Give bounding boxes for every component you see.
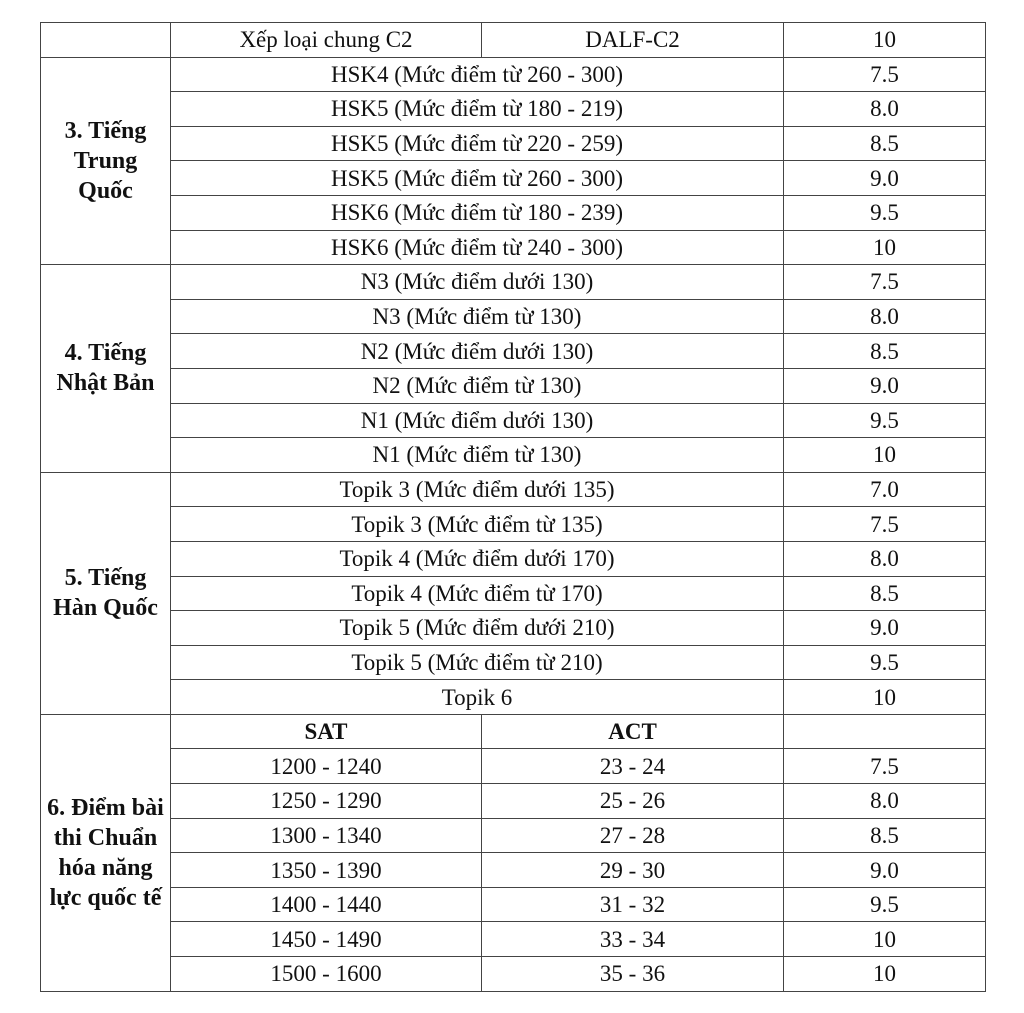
score-cell: 9.5 [784, 195, 986, 230]
sat-range-cell: 1300 - 1340 [171, 818, 482, 853]
group-label-korean: 5. Tiếng Hàn Quốc [41, 472, 171, 714]
cert-label-cell: Topik 3 (Mức điểm từ 135) [171, 507, 784, 542]
act-header: ACT [482, 714, 784, 749]
cert-label-cell: N1 (Mức điểm dưới 130) [171, 403, 784, 438]
cert-label-cell: Topik 5 (Mức điểm dưới 210) [171, 611, 784, 646]
cert-label-cell: Topik 5 (Mức điểm từ 210) [171, 645, 784, 680]
table-row [41, 57, 986, 92]
act-range-cell: 27 - 28 [482, 818, 784, 853]
score-cell: 9.0 [784, 853, 986, 888]
score-cell: 9.5 [784, 887, 986, 922]
score-cell: 8.5 [784, 818, 986, 853]
empty-cell [784, 714, 986, 749]
act-range-cell: 29 - 30 [482, 853, 784, 888]
table-row [41, 784, 986, 819]
sat-range-cell: 1200 - 1240 [171, 749, 482, 784]
cert-label-cell: Topik 4 (Mức điểm dưới 170) [171, 541, 784, 576]
score-cell: 8.0 [784, 92, 986, 127]
score-cell: 8.5 [784, 334, 986, 369]
sat-range-cell: 1400 - 1440 [171, 887, 482, 922]
group-label-japanese: 4. Tiếng Nhật Bản [41, 265, 171, 473]
table-row [41, 507, 986, 542]
table-row [41, 611, 986, 646]
table-row [41, 161, 986, 196]
table-row [41, 265, 986, 300]
score-cell: 10 [784, 922, 986, 957]
score-cell: 7.5 [784, 57, 986, 92]
cert-level-cell: Xếp loại chung C2 [171, 23, 482, 58]
table-row [41, 299, 986, 334]
table-row [41, 818, 986, 853]
group-label-standardized: 6. Điểm bài thi Chuẩn hóa năng lực quốc tế [41, 714, 171, 991]
score-cell: 8.0 [784, 784, 986, 819]
table-row [41, 714, 986, 749]
table-row [41, 541, 986, 576]
act-range-cell: 35 - 36 [482, 957, 784, 992]
table-row [41, 749, 986, 784]
score-cell: 8.5 [784, 576, 986, 611]
cert-label-cell: Topik 6 [171, 680, 784, 715]
act-range-cell: 23 - 24 [482, 749, 784, 784]
table-row [41, 922, 986, 957]
table-row [41, 645, 986, 680]
score-cell: 10 [784, 438, 986, 473]
table-row [41, 195, 986, 230]
empty-cell [41, 23, 171, 58]
cert-name-cell: DALF-C2 [482, 23, 784, 58]
score-cell: 8.5 [784, 126, 986, 161]
cert-label-cell: N3 (Mức điểm dưới 130) [171, 265, 784, 300]
cert-label-cell: Topik 3 (Mức điểm dưới 135) [171, 472, 784, 507]
table-row [41, 887, 986, 922]
table-row [41, 680, 986, 715]
table-row [41, 438, 986, 473]
cert-label-cell: HSK6 (Mức điểm từ 240 - 300) [171, 230, 784, 265]
cert-label-cell: HSK5 (Mức điểm từ 220 - 259) [171, 126, 784, 161]
sat-range-cell: 1450 - 1490 [171, 922, 482, 957]
score-cell: 10 [784, 680, 986, 715]
sat-range-cell: 1500 - 1600 [171, 957, 482, 992]
table-row [41, 126, 986, 161]
score-cell: 7.5 [784, 749, 986, 784]
cert-label-cell: N2 (Mức điểm từ 130) [171, 368, 784, 403]
cert-label-cell: N3 (Mức điểm từ 130) [171, 299, 784, 334]
score-cell: 7.5 [784, 265, 986, 300]
cert-label-cell: Topik 4 (Mức điểm từ 170) [171, 576, 784, 611]
score-cell: 8.0 [784, 299, 986, 334]
table-row [41, 368, 986, 403]
score-cell: 9.0 [784, 368, 986, 403]
table-row [41, 334, 986, 369]
table-row [41, 403, 986, 438]
score-cell: 8.0 [784, 541, 986, 576]
table-row [41, 957, 986, 992]
act-range-cell: 25 - 26 [482, 784, 784, 819]
cert-label-cell: HSK4 (Mức điểm từ 260 - 300) [171, 57, 784, 92]
cert-label-cell: N2 (Mức điểm dưới 130) [171, 334, 784, 369]
score-conversion-table [40, 22, 986, 992]
score-cell: 9.0 [784, 611, 986, 646]
score-cell: 9.5 [784, 645, 986, 680]
table-row [41, 23, 986, 58]
table-row [41, 230, 986, 265]
table-row [41, 853, 986, 888]
table-row [41, 472, 986, 507]
score-cell: 9.5 [784, 403, 986, 438]
act-range-cell: 31 - 32 [482, 887, 784, 922]
table-row [41, 576, 986, 611]
score-cell: 7.5 [784, 507, 986, 542]
cert-label-cell: N1 (Mức điểm từ 130) [171, 438, 784, 473]
cert-label-cell: HSK5 (Mức điểm từ 180 - 219) [171, 92, 784, 127]
sat-header: SAT [171, 714, 482, 749]
group-label-chinese: 3. Tiếng Trung Quốc [41, 57, 171, 265]
score-cell: 10 [784, 230, 986, 265]
cert-label-cell: HSK6 (Mức điểm từ 180 - 239) [171, 195, 784, 230]
score-cell: 10 [784, 957, 986, 992]
act-range-cell: 33 - 34 [482, 922, 784, 957]
table-row [41, 92, 986, 127]
sat-range-cell: 1350 - 1390 [171, 853, 482, 888]
score-cell: 9.0 [784, 161, 986, 196]
sat-range-cell: 1250 - 1290 [171, 784, 482, 819]
cert-label-cell: HSK5 (Mức điểm từ 260 - 300) [171, 161, 784, 196]
score-cell: 10 [784, 23, 986, 58]
score-cell: 7.0 [784, 472, 986, 507]
